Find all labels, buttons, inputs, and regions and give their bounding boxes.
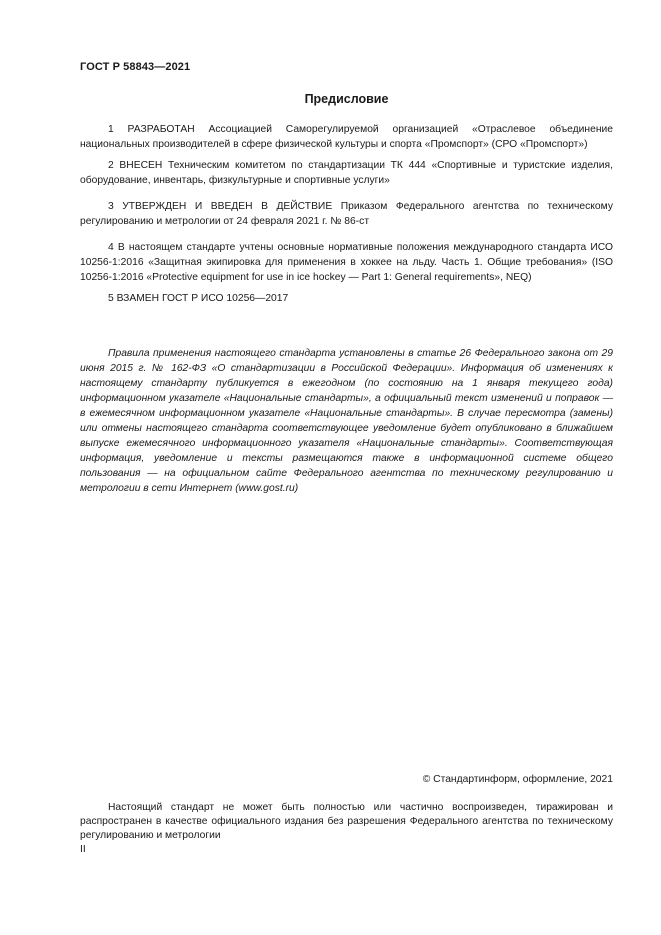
application-rules-notice: Правила применения настоящего стандарта установлены в статье 26 Федерального закона от 29 июня 2015 г. № 162-ФЗ «О стандартизации в Российской Федерации». Информация об изменениях к настоящему стандарту публикуется в ежегодном (по состоянию на 1 января текущего года) информационном указателе «Национальные стандарты», а официальный текст изменений и поправок — в ежемесячном информационном указателе «Национальные стандарты». В случае пересмотра (замены) или отмены настоящего стандарта соответствующее уведомление будет опубликовано в ближайшем выпуске ежемесячного информационного указателя «Национальные стандарты». Соответствующая информация, уведомление и тексты размещаются также в информационной системе общего пользования — на официальном сайте Федерального агентства по техническому регулированию и метрологии в сети Интернет (www.gost.ru) — [80, 348, 613, 494]
foreword-item-replaces: 5 ВЗАМЕН ГОСТ Р ИСО 10256—2017 — [108, 293, 289, 304]
foreword-item-developed: 1 РАЗРАБОТАН Ассоциацией Саморегулируемой организацией «Отраслевое объединение национальных производителей в сфере физической культуры и спорта «Промспорт» (СРО «Промспорт») — [80, 124, 613, 150]
foreword-item-iso-reference: 4 В настоящем стандарте учтены основные нормативные положения международного стандарта ИСО 10256-1:2016 «Защитная экипировка для применения в хоккее на льду. Часть 1. Общие требования» (ISO 10256-1:2016 «Protective equipment for use in ice hockey — Part 1: General requirements», NEQ) — [80, 242, 613, 283]
copyright-line: © Стандартинформ, оформление, 2021 — [422, 774, 613, 785]
page-title: Предисловие — [304, 92, 389, 106]
foreword-item-submitted: 2 ВНЕСЕН Техническим комитетом по стандартизации ТК 444 «Спортивные и туристские изделия, оборудование, инвентарь, физкультурные и спортивные услуги» — [80, 160, 613, 186]
reproduction-notice: Настоящий стандарт не может быть полностью или частично воспроизведен, тиражирован и распространен в качестве официального издания без разрешения Федерального агентства по техническому регулированию и метрологии — [80, 802, 613, 841]
page-number: II — [80, 844, 86, 855]
foreword-item-approved: 3 УТВЕРЖДЕН И ВВЕДЕН В ДЕЙСТВИЕ Приказом Федерального агентства по техническому регулированию и метрологии от 24 февраля 2021 г. № 86-ст — [80, 201, 613, 227]
standard-code: ГОСТ Р 58843—2021 — [80, 61, 191, 73]
